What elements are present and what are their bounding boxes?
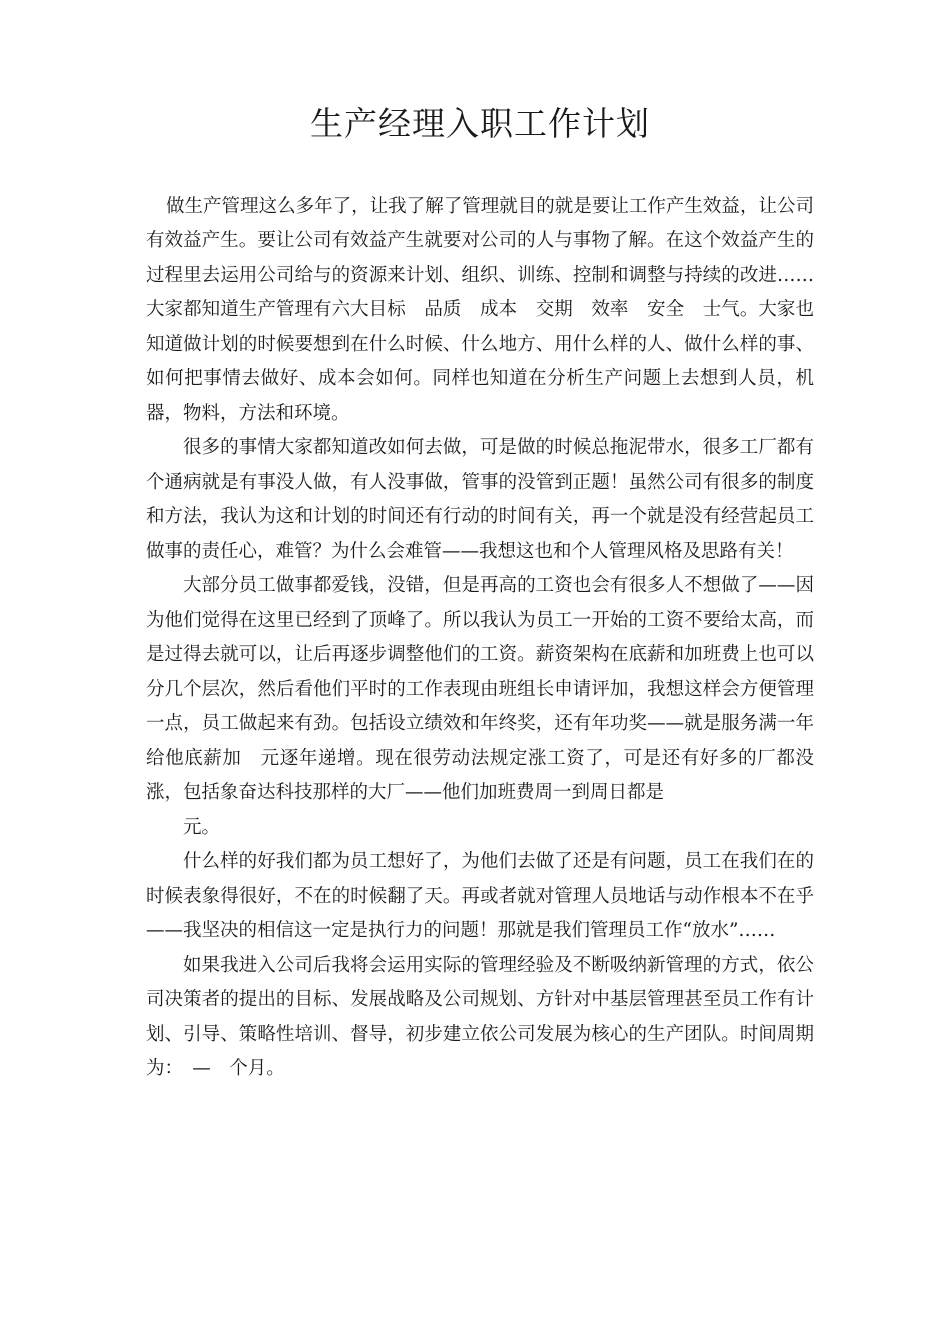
- paragraph-plan: 如果我进入公司后我将会运用实际的管理经验及不断吸纳新管理的方式，依公司决策者的提出的目标、发展战略及公司规划、方针对中基层管理甚至员工作有计划、引导、策略性培训、督导，初步建立依公司发展为核心的生产团队。时间周期为： — 个月。: [146, 954, 814, 1080]
- paragraph-intro: 做生产管理这么多年了，让我了解了管理就目的就是要让工作产生效益，让公司有效益产生。要让公司有效益产生就要对公司的人与事物了解。在这个效益产生的过程里去运用公司给与的资源来计划、组织、训练、控制和调整与持续的改进……大家都知道生产管理有六大目标 品质 成本 交期 效率 安全 士气。大家也知道做计划的时候要想到在什么时候、什么地方、用什么样的人、做什么样的事、如何把事情去做好、成本会如何。同样也知道在分析生产问题上去想到人员，机器，物料，方法和环境。: [146, 195, 814, 424]
- paragraph-problems: 很多的事情大家都知道改如何去做，可是做的时候总拖泥带水，很多工厂都有个通病就是有事没人做，有人没事做，管事的没管到正题！虽然公司有很多的制度和方法，我认为这和计划的时间还有行动的时间有关，再一个就是没有经营起员工做事的责任心，难管？为什么会难管——我想这也和个人管理风格及思路有关！: [146, 437, 814, 562]
- paragraph-execution: 什么样的好我们都为员工想好了，为他们去做了还是有问题，员工在我们在的时候表象得很好，不在的时候翻了天。再或者就对管理人员地话与动作根本不在乎——我坚决的相信这一定是执行力的问题！那就是我们管理员工作“放水”……: [146, 851, 814, 942]
- paragraph-salary-unit: 元。: [183, 816, 221, 838]
- document-title: 生产经理入职工作计划: [310, 104, 650, 143]
- paragraph-salary: 大部分员工做事都爱钱，没错，但是再高的工资也会有很多人不想做了——因为他们觉得在这里已经到了顶峰了。所以我认为员工一开始的工资不要给太高，而是过得去就可以，让后再逐步调整他们的工资。薪资架构在底薪和加班费上也可以分几个层次，然后看他们平时的工作表现由班组长申请评加，我想这样会方便管理一点，员工做起来有劲。包括设立绩效和年终奖，还有年功奖——就是服务满一年给他底薪加 元逐年递增。现在很劳动法规定涨工资了，可是还有好多的厂都没涨，包括象奋达科技那样的大厂——他们加班费周一到周日都是: [146, 575, 814, 804]
